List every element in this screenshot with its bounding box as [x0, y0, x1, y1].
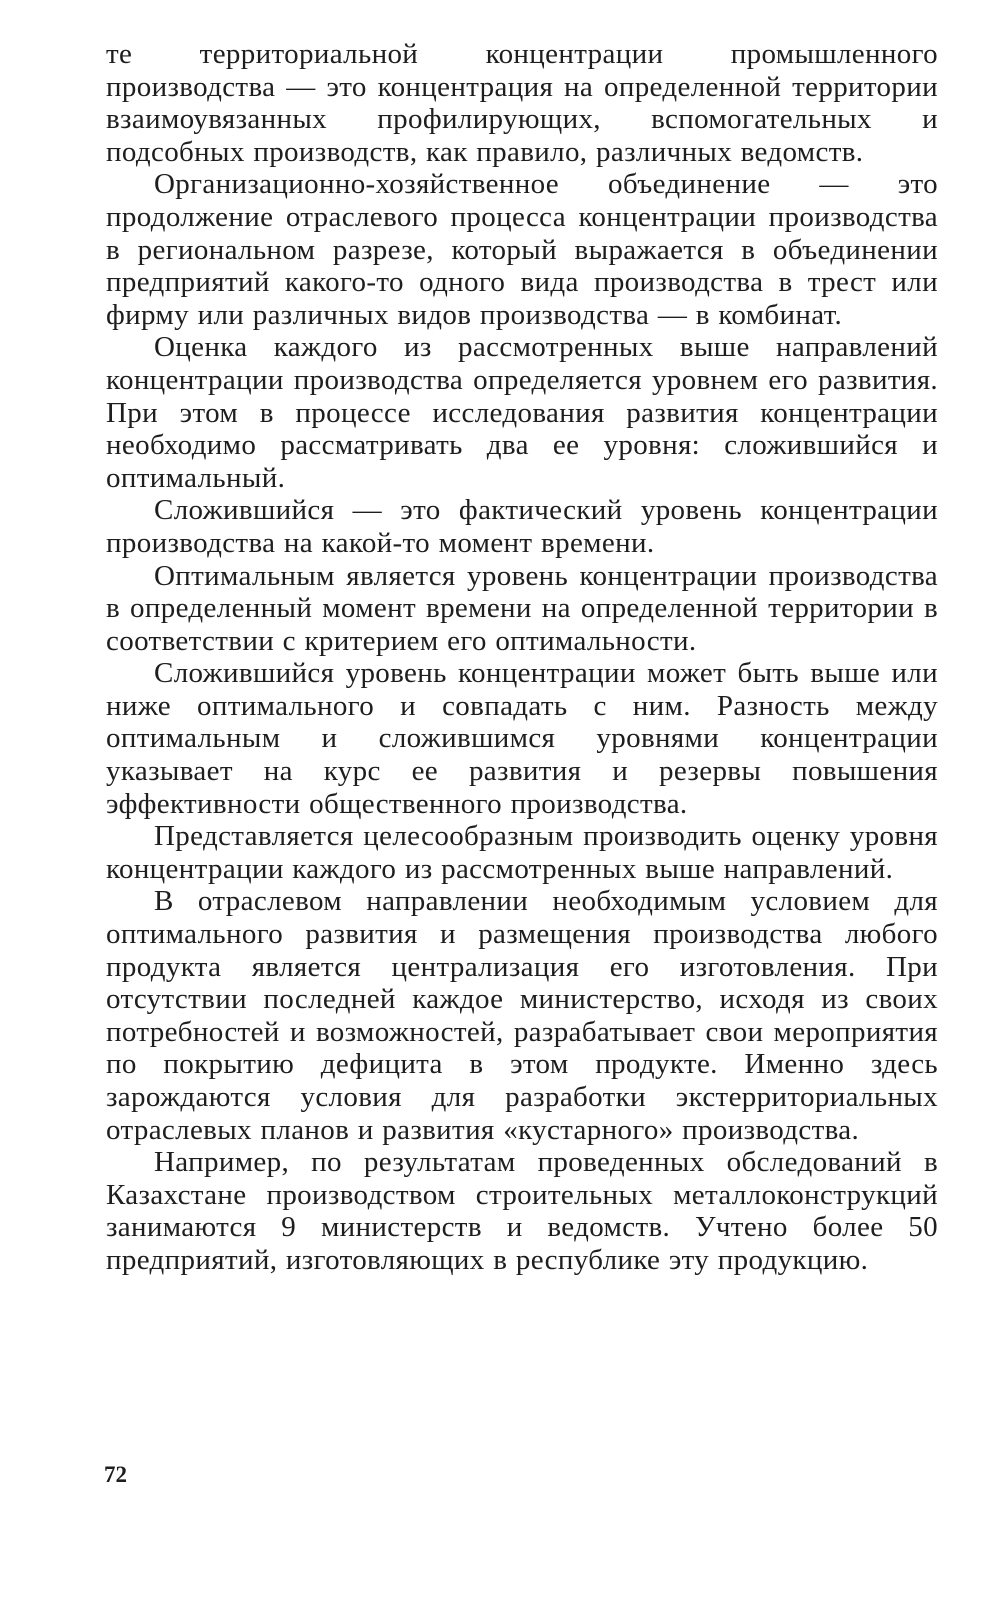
paragraph-sectoral-direction: В отраслевом направлении необходимым условием для оптимального развития и размещения производства любого продукта является централизация его изготовления. При отсутствии последней каждое министерство, исходя из своих потребностей и возможностей, разрабатывает свои мероприятия по покрытию дефицита в этом продукте. Именно здесь зарождаются условия для разработки экстерриториальных отраслевых планов и развития «кустарного» производства. — [106, 885, 938, 1146]
paragraph-level-difference: Сложившийся уровень концентрации может быть выше или ниже оптимального и совпадать с ним. Разность между оптимальным и сложившимся уровнями концентрации указывает на курс ее развития и резервы повышения эффективности общественного производства. — [106, 657, 938, 820]
paragraph-organizational-association: Организационно-хозяйственное объединение — это продолжение отраслевого процесса концентрации производства в региональном разрезе, который выражается в объединении предприятий какого-то одного вида производства в трест или фирму или различных видов производства — в комбинат. — [106, 168, 938, 331]
paragraph-assessment: Оценка каждого из рассмотренных выше направлений концентрации производства определяется уровнем его развития. При этом в процессе исследования развития концентрации необходимо рассматривать два ее уровня: сложившийся и оптимальный. — [106, 331, 938, 494]
paragraph-kazakhstan-example: Например, по результатам проведенных обследований в Казахстане производством строительных металлоконструкций занимаются 9 министерств и ведомств. Учтено более 50 предприятий, изготовляющих в республике эту продукцию. — [106, 1146, 938, 1276]
paragraph-evaluation-proposal: Представляется целесообразным производить оценку уровня концентрации каждого из рассмотренных выше направлений. — [106, 820, 938, 885]
paragraph-continuation: те территориальной концентрации промышленного производства — это концентрация на определенной территории взаимоувязанных профилирующих, вспомогательных и подсобных производств, как правило, различных ведомств. — [106, 38, 938, 168]
paragraph-actual-level: Сложившийся — это фактический уровень концентрации производства на какой-то момент времени. — [106, 494, 938, 559]
paragraph-optimal-level: Оптимальным является уровень концентрации производства в определенный момент времени на определенной территории в соответствии с критерием его оптимальности. — [106, 559, 938, 657]
page-number: 72 — [104, 1462, 127, 1487]
page-text-body — [106, 38, 938, 1277]
